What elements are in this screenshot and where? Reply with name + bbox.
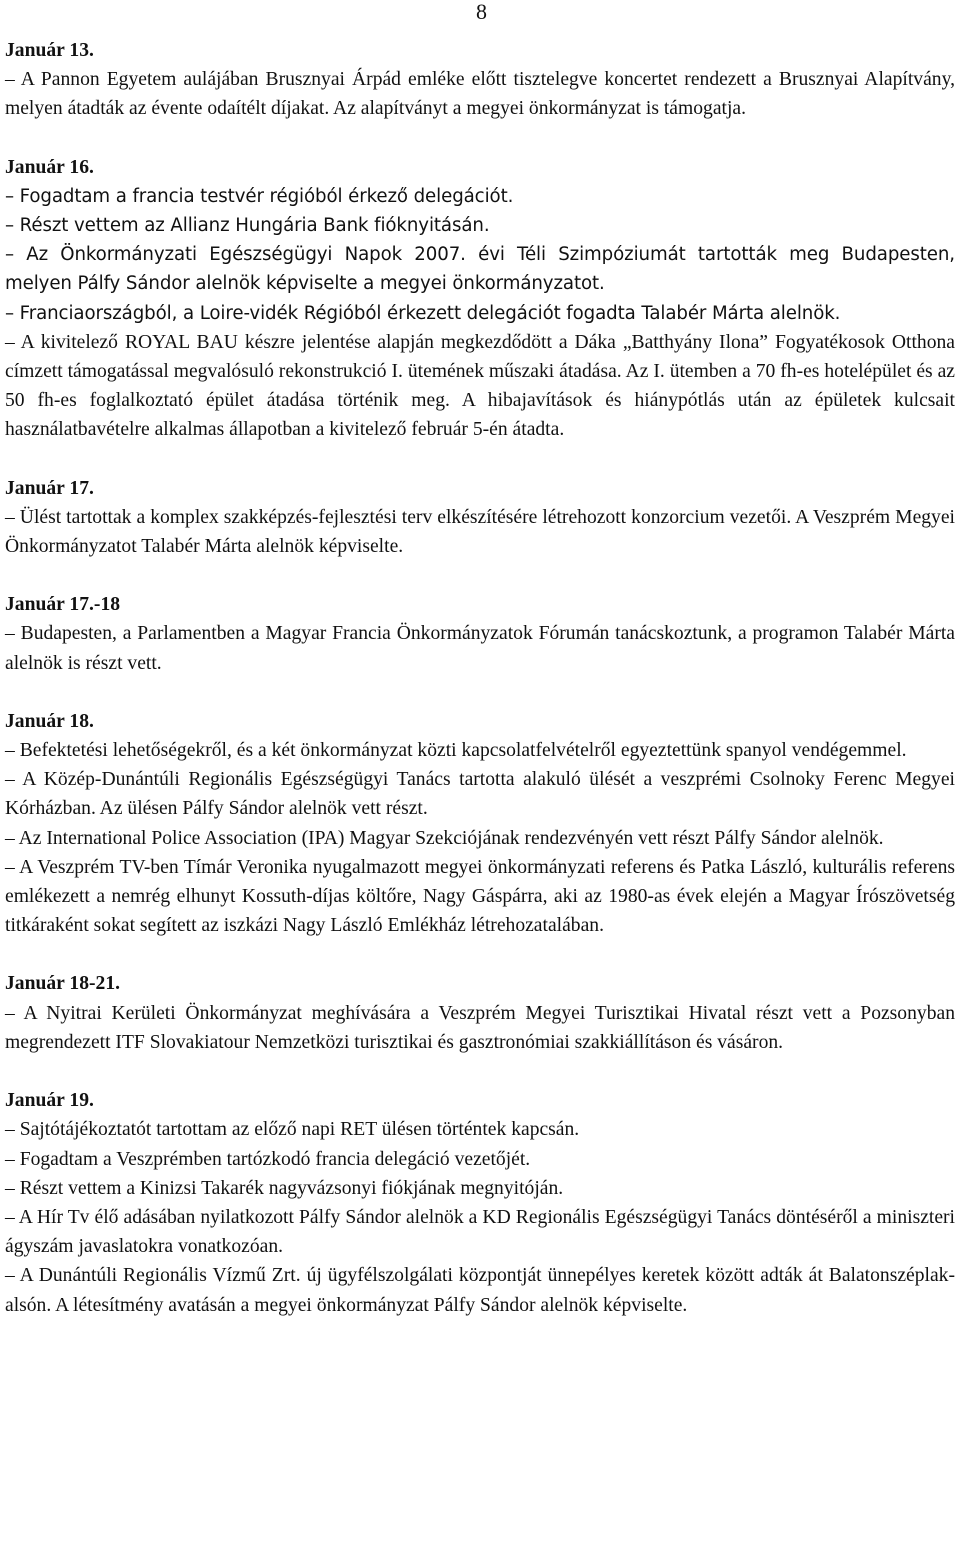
entry-paragraph: – Franciaországból, a Loire-vidék Régióból érkezett delegációt fogadta Talabér Márta alelnök. (5, 302, 841, 324)
entry-paragraph: – A Dunántúli Regionális Vízmű Zrt. új ügyfélszolgálati központját ünnepélyes keretek között adták át Balatonszéplak-alsón. A létesítmény avatásán a megyei önkormányzat Pálfy Sándor alelnök képviselte. (5, 1265, 955, 1316)
section-date: Január 17. (5, 477, 94, 499)
entry-paragraph: – Befektetési lehetőségekről, és a két önkormányzat közti kapcsolatfelvételről egyeztettünk spanyol vendégemmel. (5, 740, 907, 762)
entry-paragraph: – Az Önkormányzati Egészségügyi Napok 2007. évi Téli Szimpóziumát tartották meg Budapesten, melyen Pálfy Sándor alelnök képviselte a megyei önkormányzatot. (5, 244, 955, 295)
entry-paragraph: – A Pannon Egyetem aulájában Brusznyai Árpád emléke előtt tisztelegve koncertet rendezett a Brusznyai Alapítvány, melyen átadták az évente odaítélt díjakat. Az alapítványt a megyei önkormányzat is támogatja. (5, 69, 955, 120)
document-body (5, 36, 955, 1320)
entry-paragraph: – A Nyitrai Kerületi Önkormányzat meghívására a Veszprém Megyei Turisztikai Hivatal részt vett a Pozsonyban megrendezett ITF Slovakiatour Nemzetközi turisztikai és gasztronómiai szakkiállításon és vásáron. (5, 1002, 955, 1053)
section-date: Január 19. (5, 1090, 94, 1112)
section-january-17 (5, 474, 955, 562)
section-january-19 (5, 1086, 955, 1320)
section-january-13 (5, 36, 955, 124)
entry-paragraph: – A Hír Tv élő adásában nyilatkozott Pálfy Sándor alelnök a KD Regionális Egészségügyi Tanács döntéséről a miniszteri ágyszám javaslatokra vonatkozóan. (5, 1206, 955, 1258)
entry-paragraph: – A Veszprém TV-ben Tímár Veronika nyugalmazott megyei önkormányzati referens és Patka László, kulturális referens emlékezett a nemrég elhunyt Kossuth-díjas költőre, Nagy Gáspárra, aki az 1980-as évek elején a Magyar Írószövetség titkáraként sokat segített az iszkázi Nagy László Emlékház létrehozatalában. (5, 856, 955, 937)
section-date: Január 18-21. (5, 973, 121, 995)
entry-paragraph: – Sajtótájékoztatót tartottam az előző napi RET ülésen történtek kapcsán. (5, 1119, 580, 1141)
entry-paragraph: – A kivitelező ROYAL BAU készre jelentése alapján megkezdődött a Dáka „Batthyány Ilona” Fogyatékosok Otthona címzett támogatással megvalósuló rekonstrukció I. ütemének műszaki átadása. Az I. ütemben a 70 fh-es hotelépület és az 50 fh-es foglalkoztató épület átadása történik meg. A hibajavítások és hiánypótlás után az épületek kulcsait használatbavételre alkalmas állapotban a kivitelező február 5-én átadta. (5, 331, 955, 441)
section-january-16 (5, 153, 955, 445)
entry-paragraph: – Budapesten, a Parlamentben a Magyar Francia Önkormányzatok Fórumán tanácskoztunk, a programon Talabér Márta alelnök is részt vett. (5, 623, 955, 674)
section-date: Január 13. (5, 40, 94, 61)
section-january-17-18 (5, 590, 955, 678)
section-january-18 (5, 707, 955, 941)
section-date: Január 16. (5, 156, 94, 178)
entry-paragraph: – Részt vettem a Kinizsi Takarék nagyvázsonyi fiókjának megnyitóján. (5, 1177, 564, 1199)
entry-paragraph: – Fogadtam a francia testvér régióból érkező delegációt. (5, 185, 514, 207)
entry-paragraph: – A Közép-Dunántúli Regionális Egészségügyi Tanács tartotta alakuló ülését a veszprémi Csolnoky Ferenc Megyei Kórházban. Az ülésen Pálfy Sándor alelnök vett részt. (5, 769, 955, 820)
section-january-18-21 (5, 969, 955, 1057)
section-date: Január 17.-18 (5, 594, 121, 616)
section-date: Január 18. (5, 710, 94, 732)
entry-paragraph: – Ülést tartottak a komplex szakképzés-fejlesztési terv elkészítésére létrehozott konzorcium vezetői. A Veszprém Megyei Önkormányzatot Talabér Márta alelnök képviselte. (5, 506, 955, 558)
entry-paragraph: – Részt vettem az Allianz Hungária Bank fióknyitásán. (5, 215, 490, 237)
entry-paragraph: – Az International Police Association (IPA) Magyar Szekciójának rendezvényén vett részt Pálfy Sándor alelnök. (5, 827, 884, 849)
page-number: 8 (476, 0, 487, 24)
entry-paragraph: – Fogadtam a Veszprémben tartózkodó francia delegáció vezetőjét. (5, 1148, 531, 1170)
